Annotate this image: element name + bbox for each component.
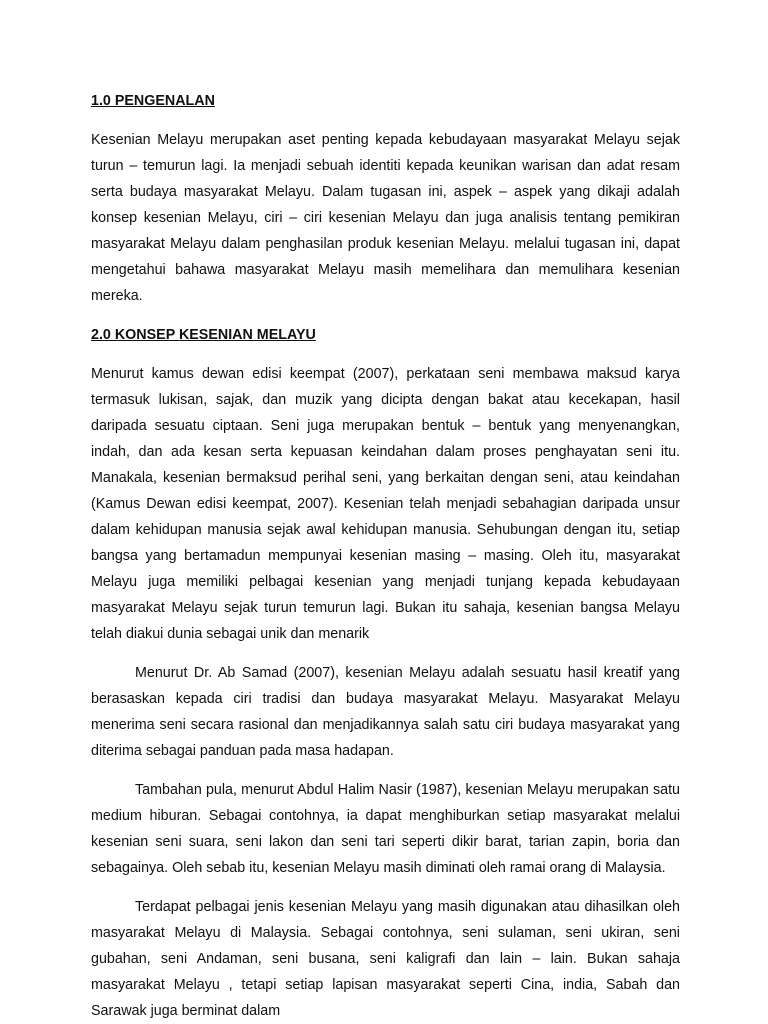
section-heading-pengenalan: 1.0 PENGENALAN: [91, 93, 215, 109]
paragraph-konsep-2: Menurut Dr. Ab Samad (2007), kesenian Melayu adalah sesuatu hasil kreatif yang berasaskan kepada ciri tradisi dan budaya masyarakat Melayu. Masyarakat Melayu menerima seni secara rasional dan menjadikannya salah satu ciri budaya masyarakat yang diterima sebagai panduan pada masa hadapan.: [91, 665, 680, 759]
paragraph-konsep-4: Terdapat pelbagai jenis kesenian Melayu yang masih digunakan atau dihasilkan oleh masyarakat Melayu di Malaysia. Sebagai contohnya, seni sulaman, seni ukiran, seni gubahan, seni Andaman, seni busana, seni kaligrafi dan lain – lain. Bukan sahaja masyarakat Melayu , tetapi setiap lapisan masyarakat seperti Cina, india, Sabah dan Sarawak juga berminat dalam: [91, 899, 680, 1019]
paragraph-konsep-1: Menurut kamus dewan edisi keempat (2007), perkataan seni membawa maksud karya termasuk lukisan, sajak, dan muzik yang dicipta dengan bakat atau kecekapan, hasil daripada sesuatu ciptaan. Seni juga merupakan bentuk – bentuk yang menyenangkan, indah, dan ada kesan serta kepuasan keindahan dalam proses penghayatan seni itu. Manakala, kesenian bermaksud perihal seni, yang berkaitan dengan seni, atau keindahan (Kamus Dewan edisi keempat, 2007). Kesenian telah menjadi sebahagian daripada unsur dalam kehidupan manusia sejak awal kehidupan manusia. Sehubungan dengan itu, setiap bangsa yang bertamadun mempunyai kesenian masing – masing. Oleh itu, masyarakat Melayu juga memiliki pelbagai kesenian yang menjadi tunjang kepada kebudayaan masyarakat Melayu sejak turun temurun lagi. Bukan itu sahaja, kesenian bangsa Melayu telah diakui dunia sebagai unik dan menarik: [91, 366, 680, 642]
paragraph-pengenalan: Kesenian Melayu merupakan aset penting kepada kebudayaan masyarakat Melayu sejak turun – temurun lagi. Ia menjadi sebuah identiti kepada keunikan warisan dan adat resam serta budaya masyarakat Melayu. Dalam tugasan ini, aspek – aspek yang dikaji adalah konsep kesenian Melayu, ciri – ciri kesenian Melayu dan juga analisis tentang pemikiran masyarakat Melayu dalam penghasilan produk kesenian Melayu. melalui tugasan ini, dapat mengetahui bahawa masyarakat Melayu masih memelihara dan memulihara kesenian mereka.: [91, 132, 680, 304]
paragraph-konsep-3: Tambahan pula, menurut Abdul Halim Nasir (1987), kesenian Melayu merupakan satu medium hiburan. Sebagai contohnya, ia dapat menghiburkan setiap masyarakat melalui kesenian seni suara, seni lakon dan seni tari seperti dikir barat, tarian zapin, boria dan sebagainya. Oleh sebab itu, kesenian Melayu masih diminati oleh ramai orang di Malaysia.: [91, 782, 680, 876]
section-heading-konsep-kesenian: 2.0 KONSEP KESENIAN MELAYU: [91, 327, 316, 343]
